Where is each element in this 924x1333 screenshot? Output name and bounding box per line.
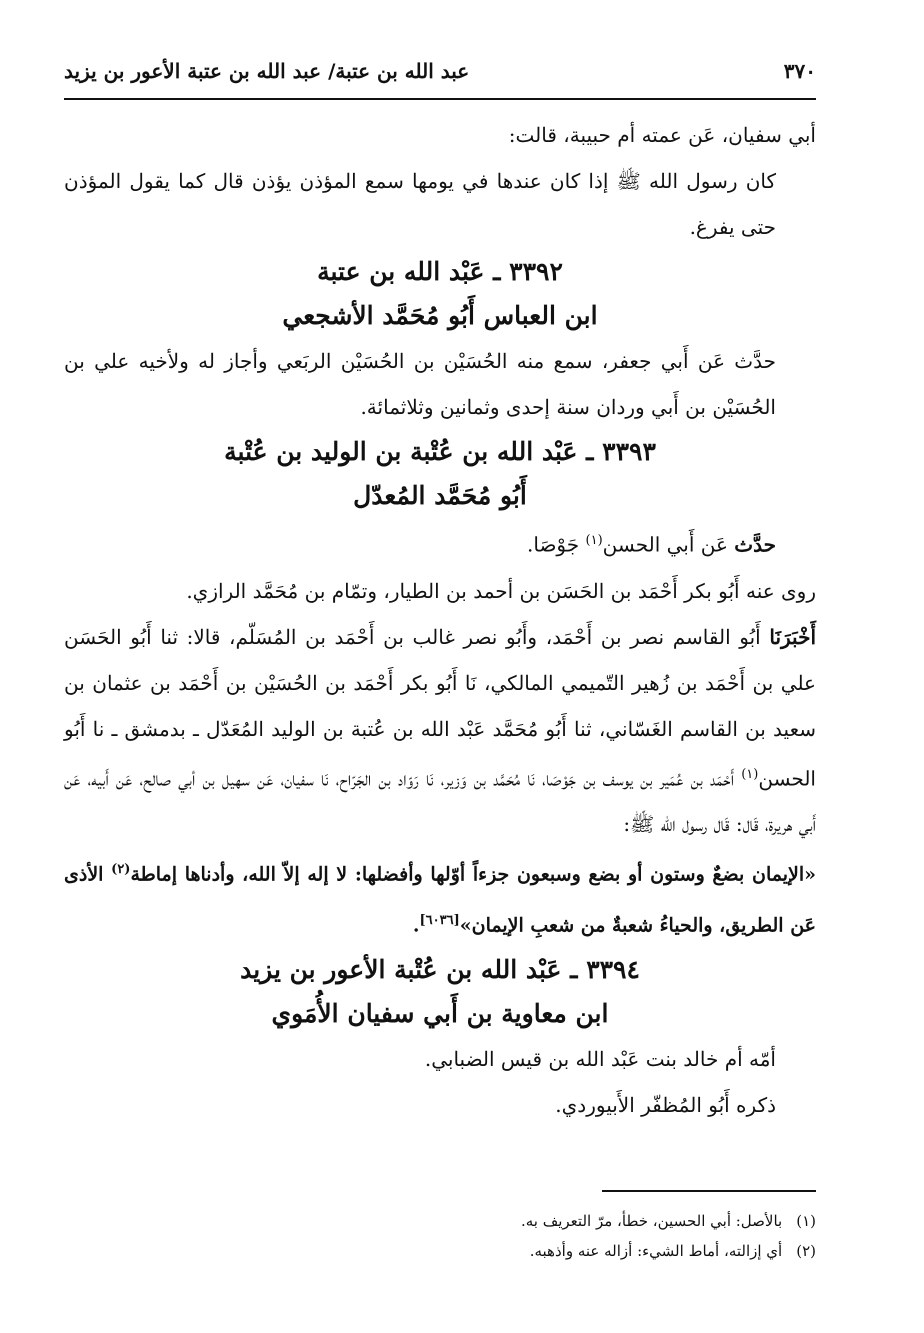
footnotes: [64, 1206, 816, 1266]
lead-word: أَخْبَرَنَا: [769, 624, 817, 649]
footnote-2: [64, 1236, 816, 1266]
entry-3393-text: [64, 518, 816, 568]
text-segment: عَن أَبي الحسن: [602, 532, 728, 557]
hadith-number: [٦٠٣٦]: [419, 912, 460, 928]
footnote-ref-1: (١): [741, 766, 759, 782]
main-text: [64, 112, 816, 1128]
entry-3394-title: ٣٣٩٤ ـ عَبْد الله بن عُتْبة الأعور بن يزيد: [240, 954, 640, 984]
footnote-rule: [602, 1190, 816, 1192]
page-header: [64, 52, 816, 90]
entry-3393-title: ٣٣٩٣ ـ عَبْد الله بن عُتْبة بن الوليد بن عُتْبة: [224, 437, 656, 466]
footnote-number: (١): [796, 1212, 816, 1230]
paragraph-2: كان رسول الله ﷺ إذا كان عندها في يومها سمع المؤذن يؤذن قال كما يقول المؤذن حتى يفرغ.: [64, 169, 776, 239]
header-rule: [64, 98, 816, 100]
hadith-text: «الإيمان بضعٌ وستون أو بضع وسبعون جزءاً أوّلها وأفضلها: لا إله إلاّ الله، وأدناها إماطة$^{(٢)}$ الأذى عَن الطريق، والحياءُ شعبةٌ من شعبِ الإيمان»[٦٠٣٦].: [64, 862, 816, 936]
paragraph-1: أبي سفيان، عَن عمته أم حبيبة، قالت:: [508, 123, 816, 147]
page-number: ٣٧٠: [783, 59, 816, 83]
entry-3393-subtitle: أَبُو مُحَمَّد المُعدّل: [353, 481, 527, 510]
entry-3393-narrators: روى عنه أَبُو بكر أَحْمَد بن الحَسَن بن أحمد بن الطيار، وتمّام بن مُحَمَّد الرازي.: [186, 578, 816, 603]
entry-3394-text-1: أمّه أم خالد بنت عَبْد الله بن قيس الضبابي.: [424, 1046, 776, 1071]
footnote-text: أي إزالته، أماط الشيء: أزاله عنه وأذهبه.: [529, 1242, 783, 1260]
entry-3392-subtitle: ابن العباس أَبُو مُحَمَّد الأشجعي: [282, 301, 598, 330]
footnote-number: (٢): [796, 1242, 816, 1260]
isnad-paragraph: [64, 614, 816, 848]
entry-3392-text: حدَّث عَن أَبي جعفر، سمع منه الحُسَيْن بن الحُسَيْن الربَعي وأجاز له ولأخيه علي بن الحُسَيْن بن أَبي وردان سنة إحدى وثمانين وثلاثمائة.: [64, 349, 776, 419]
entry-3394-subtitle: ابن معاوية بن أَبي سفيان الأُمَوي: [271, 998, 609, 1028]
text-segment: أَحْمَد بن عُمَير بن يوسف بن جَوْصَا، نَا مُحَمَّد بن وَزير، نَا رَوّاد بن الجَرّاح، نَا سفيان، عَن سهيل بن أبي صالح، عَن أَبيه، عَن أَبي هريرة، قَال: قَال رسول الله ﷺ:: [64, 766, 816, 837]
running-title: عبد الله بن عتبة/ عبد الله بن عتبة الأعور بن يزيد: [64, 59, 470, 83]
footnote-1: [64, 1206, 816, 1236]
entry-3394-text-2: ذكره أَبُو المُظفّر الأَبيوردي.: [555, 1092, 776, 1117]
footnote-text: بالأصل: أبي الحسين، خطأ، مرّ التعريف به.: [520, 1212, 783, 1230]
text-segment: جَوْصَا.: [527, 532, 580, 557]
text-segment: الأذى عَن الطريق، والحياءُ شعبةٌ من شعبِ الإيمان»: [64, 863, 816, 936]
text-segment: أَبُو القاسم نصر بن أَحْمَد، وأَبُو نصر غالب بن أَحْمَد بن المُسَلّم، قالا: ثنا أَبُو الحَسَن علي بن أَحْمَد بن زُهير التّميمي المالكي، نَا أَبُو بكر أَحْمَد بن الحُسَيْن بن أَحْمَد بن عثمان بن سعيد بن القاسم الغَسّاني، ثنا أَبُو مُحَمَّد عَبْد الله بن عُتبة بن الوليد المُعَدّل ـ بدمشق ـ نا أَبُو الحسن: [64, 624, 816, 791]
footnote-ref-1: (١): [585, 533, 603, 548]
text-segment: «الإيمان بضعٌ وستون أو بضع وسبعون جزءاً أوّلها وأفضلها: لا إله إلاّ الله، وأدناها إماطة: [130, 863, 816, 886]
lead-word: حدَّث: [734, 532, 776, 557]
footnote-ref-2: (٢): [111, 862, 131, 878]
entry-3392-title: ٣٣٩٢ ـ عَبْد الله بن عتبة: [317, 257, 563, 286]
